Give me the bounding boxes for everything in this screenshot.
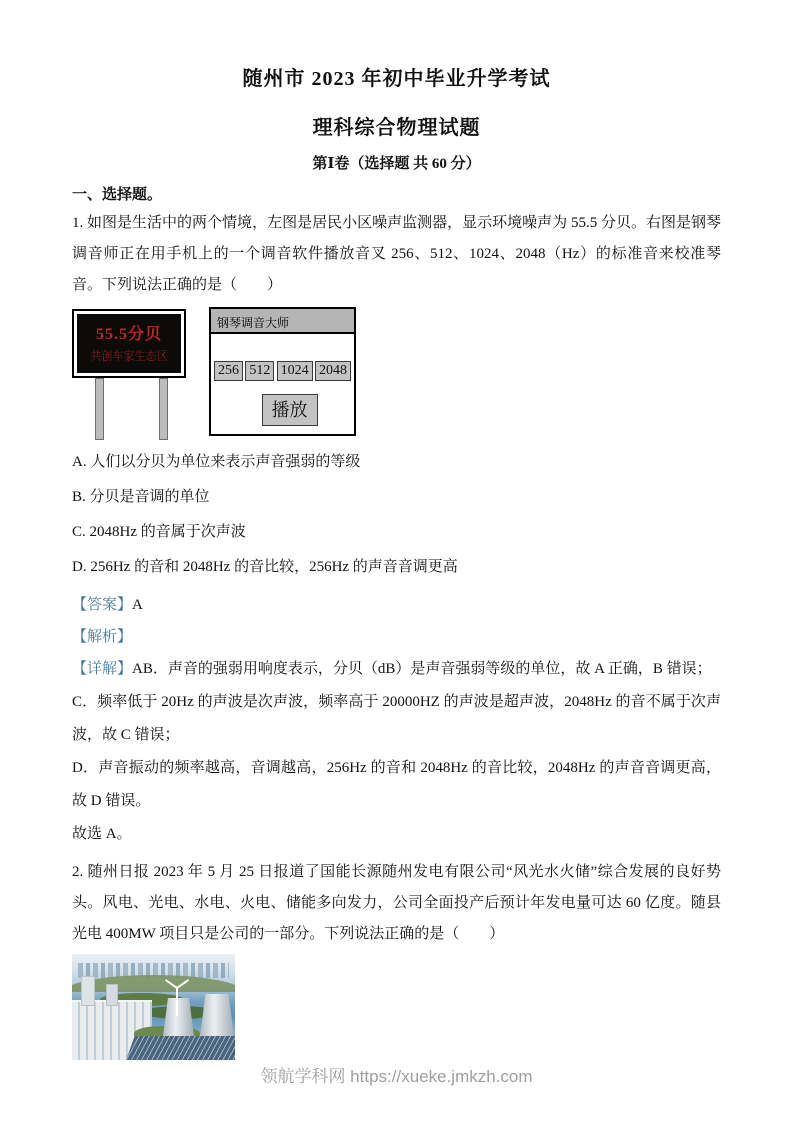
photo-plant-tower [81, 976, 95, 1006]
q1-detail-ab [72, 653, 721, 686]
q1-analysis-line [72, 621, 721, 653]
noise-display-screen [77, 314, 181, 373]
q1-option-a: A. 人们以分贝为单位来表示声音强弱的等级 [72, 454, 361, 470]
freq-button-256: 256 [214, 361, 243, 381]
answer-value: A [132, 597, 143, 613]
part-label: 一、选择题。 [72, 187, 163, 203]
play-button: 播放 [262, 394, 318, 426]
q1-conclusion: 故选 A。 [72, 826, 132, 842]
q1-option-d: D. 256Hz 的音和 2048Hz 的音比较，256Hz 的声音音调更高 [72, 559, 458, 575]
q1-stem: 1. 如图是生活中的两个情境，左图是居民小区噪声监测器，显示环境噪声为 55.5 分贝。右图是钢琴调音师正在用手机上的一个调音软件播放音叉 256、512、1024、2048（Hz）的标准音来校准琴音。下列说法正确的是（ ） [72, 215, 721, 293]
frequency-button-row [211, 361, 354, 381]
footer-watermark [0, 1062, 793, 1087]
q1-figures [72, 307, 721, 443]
noise-monitor-figure [72, 307, 186, 441]
page-subtitle: 理科综合物理试题 [312, 117, 481, 139]
freq-button-512: 512 [245, 361, 274, 381]
photo-plant-tower-2 [106, 984, 118, 1006]
answer-label: 【答案】 [72, 597, 133, 613]
sign-leg-left [95, 378, 104, 440]
freq-button-1024: 1024 [277, 361, 313, 381]
tuner-app-title: 钢琴调音大师 [211, 309, 354, 334]
photo-solar-array [125, 1036, 235, 1060]
photo-wind-turbine [176, 988, 178, 1016]
page-title: 随州市 2023 年初中毕业升学考试 [242, 68, 551, 90]
tuner-app-figure [209, 307, 356, 436]
q1-option-c: C. 2048Hz 的音属于次声波 [72, 524, 246, 540]
q1-answer-line [72, 589, 721, 621]
play-button-row [211, 394, 354, 426]
section-header: 第Ⅰ卷（选择题 共 60 分） [312, 156, 481, 172]
q1-option-b: B. 分贝是音调的单位 [72, 489, 210, 505]
noise-slogan-text: 共创车家生态区 [90, 349, 168, 363]
analysis-label: 【解析】 [72, 629, 133, 645]
q1-detail-c: C．频率低于 20Hz 的声波是次声波，频率高于 20000HZ 的声波是超声波，2048Hz 的音不属于次声波，故 C 错误； [72, 694, 721, 743]
power-plant-photo [72, 954, 235, 1060]
q2-stem: 2. 随州日报 2023 年 5 月 25 日报道了国能长源随州发电有限公司“风光水火储”综合发展的良好势头。风电、光电、水电、火电、储能多向发力，公司全面投产后预计年发电量可达 60 亿度。随县光电 400MW 项目只是公司的一部分。下列说法正确的是（ ） [72, 864, 721, 942]
sign-leg-right [159, 378, 168, 440]
q1-detail-d: D．声音振动的频率越高，音调越高，256Hz 的音和 2048Hz 的音比较，2048Hz 的声音音调更高，故 D 错误。 [72, 760, 721, 809]
detail-ab-text: AB．声音的强弱用响度表示，分贝（dB）是声音强弱等级的单位，故 A 正确，B 错误； [132, 661, 712, 677]
freq-button-2048: 2048 [315, 361, 351, 381]
noise-display-board [72, 309, 186, 378]
footer-text: 领航学科网 https://xueke.jmkzh.com [260, 1067, 533, 1086]
noise-level-text: 55.5分贝 [95, 326, 162, 343]
detail-label: 【详解】 [72, 661, 133, 677]
